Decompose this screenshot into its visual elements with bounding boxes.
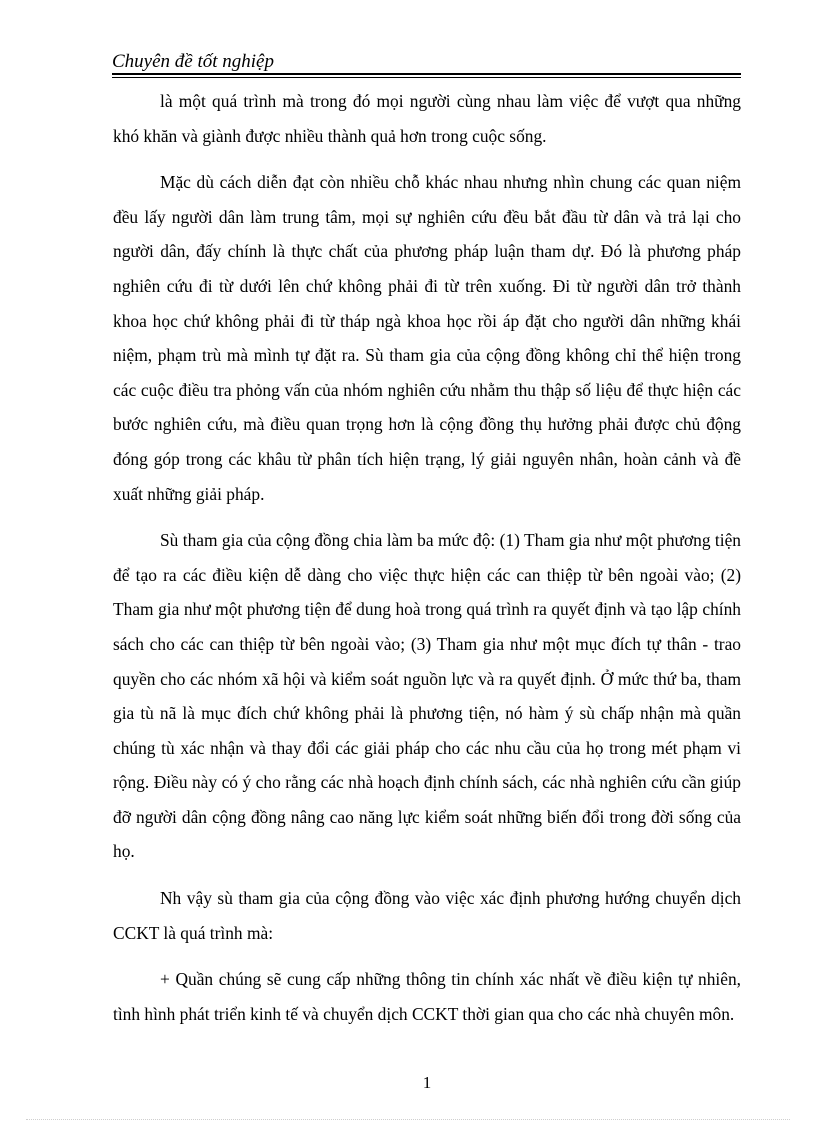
body-text [113, 84, 741, 1043]
running-header: Chuyên đề tốt nghiệp [112, 51, 274, 72]
header-rule-thin [112, 77, 741, 78]
paragraph: Nh vậy sù tham gia của cộng đồng vào việc xác định phương hướng chuyển dịch CCKT là quá trình mà: [113, 888, 741, 943]
page-bottom-border [26, 1119, 790, 1120]
paragraph-continuation: là một quá trình mà trong đó mọi người cùng nhau làm việc để vượt qua những khó khăn và giành được nhiều thành quả hơn trong cuộc sống. [113, 91, 741, 146]
paragraph: + Quần chúng sẽ cung cấp những thông tin chính xác nhất về điều kiện tự nhiên, tình hình phát triển kinh tế và chuyển dịch CCKT thời gian qua cho các nhà chuyên môn. [113, 969, 741, 1024]
paragraph: Mặc dù cách diễn đạt còn nhiều chỗ khác nhau nhưng nhìn chung các quan niệm đều lấy người dân làm trung tâm, mọi sự nghiên cứu đều bắt đầu từ dân và trả lại cho người dân, đấy chính là thực chất của phương pháp luận tham dự. Đó là phương pháp nghiên cứu đi từ dưới lên chứ không phải đi từ trên xuống. Đi từ người dân trở thành khoa học chứ không phải đi từ tháp ngà khoa học rồi áp đặt cho người dân những khái niệm, phạm trù mà mình tự đặt ra. Sù tham gia của cộng đồng không chỉ thể hiện trong các cuộc điều tra phỏng vấn của nhóm nghiên cứu nhằm thu thập số liệu để thực hiện các bước nghiên cứu, mà điều quan trọng hơn là cộng đồng thụ hưởng phải được chủ động đóng góp trong các khâu từ phân tích hiện trạng, lý giải nguyên nhân, hoàn cảnh và đề xuất những giải pháp. [113, 172, 741, 504]
header-rule-thick [112, 73, 741, 75]
paragraph: Sù tham gia của cộng đồng chia làm ba mức độ: (1) Tham gia như một phương tiện để tạo ra các điều kiện dễ dàng cho việc thực hiện các can thiệp từ bên ngoài vào; (2) Tham gia như một phương tiện để dung hoà trong quá trình ra quyết định và tạo lập chính sách cho các can thiệp từ bên ngoài vào; (3) Tham gia như một mục đích tự thân - trao quyền cho các nhóm xã hội và kiểm soát nguồn lực và ra quyết định. Ở mức thứ ba, tham gia tù nã là mục đích chứ không phải là phương tiện, nó hàm ý sù chấp nhận mà quần chúng tù xác nhận và thay đổi các giải pháp cho các nhu cầu của họ trong mét phạm vi rộng. Điều này có ý cho rằng các nhà hoạch định chính sách, các nhà nghiên cứu cần giúp đỡ người dân cộng đồng nâng cao năng lực kiểm soát những biến đổi trong đời sống của họ. [113, 530, 741, 862]
page-number: 1 [422, 1073, 432, 1092]
